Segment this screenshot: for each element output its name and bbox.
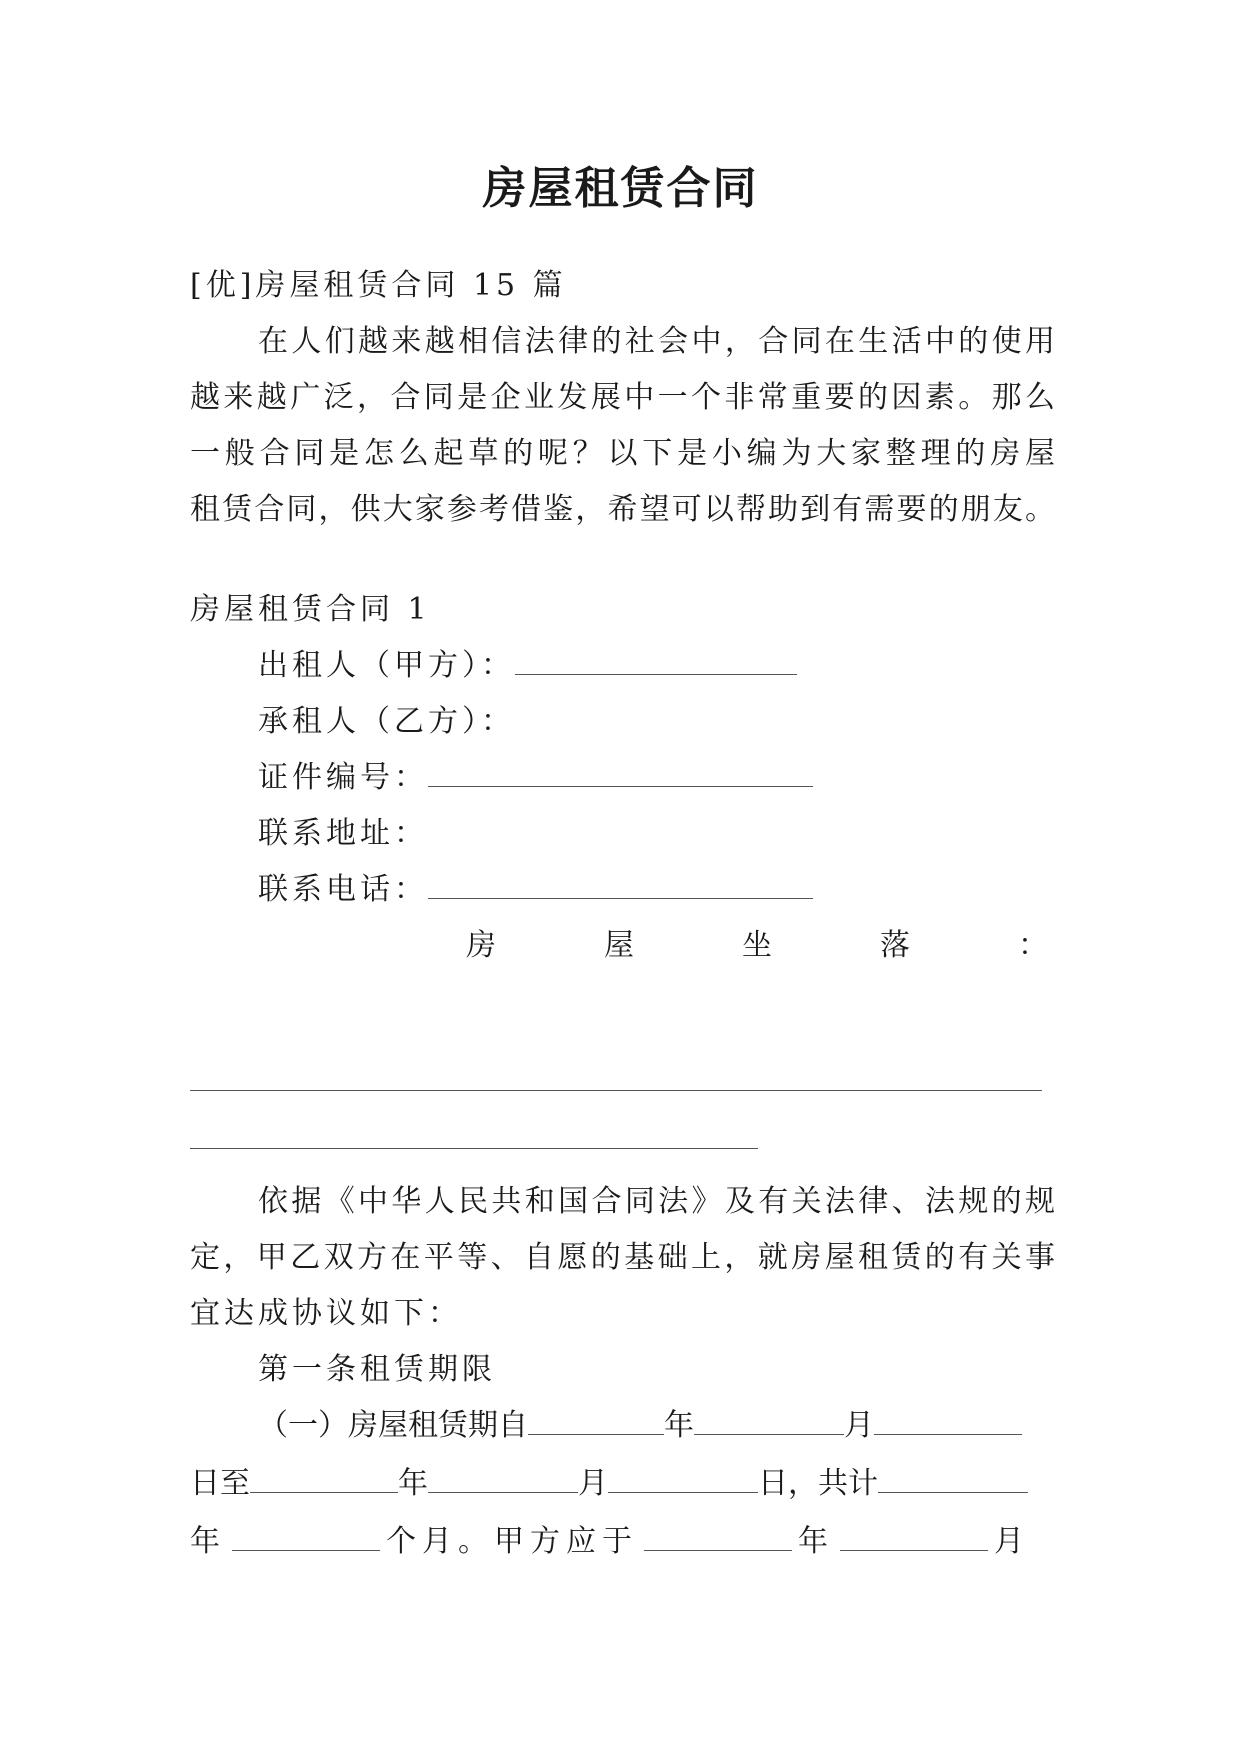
intro-line-3: 一般合同是怎么起草的呢？以下是小编为大家整理的房屋 bbox=[190, 436, 1055, 471]
delivery-month-blank bbox=[840, 1524, 988, 1551]
term-total-years-blank bbox=[878, 1466, 1028, 1493]
lessor-field bbox=[258, 648, 1055, 684]
basis-line-2: 定，甲乙双方在平等、自愿的基础上，就房屋租赁的有关事 bbox=[190, 1240, 1055, 1275]
location-char-2: 屋 bbox=[604, 928, 638, 963]
basis-line-3: 宜达成协议如下： bbox=[190, 1296, 462, 1331]
lessee-field bbox=[258, 704, 1055, 740]
term-day-to-label: 日至 bbox=[190, 1466, 250, 1501]
address-field bbox=[258, 816, 1055, 852]
term-prefix: （一）房屋租赁期自 bbox=[258, 1408, 528, 1443]
id-number-field bbox=[258, 760, 1055, 796]
location-char-1: 房 bbox=[466, 928, 500, 963]
location-char-4: 落 bbox=[880, 928, 914, 963]
subtitle: [优]房屋租赁合同 15 篇 bbox=[190, 268, 567, 303]
term-end-day-blank bbox=[608, 1466, 758, 1493]
term-line-2 bbox=[190, 1466, 1055, 1502]
location-blank-line-2 bbox=[190, 1148, 758, 1149]
lessor-label: 出租人（甲方）： bbox=[258, 648, 515, 683]
term-year-label: 年 bbox=[664, 1408, 694, 1443]
phone-field bbox=[258, 872, 1055, 908]
term-start-year-blank bbox=[528, 1408, 664, 1435]
term-total-label: 日，共计 bbox=[758, 1466, 878, 1501]
term-end-month-label: 月 bbox=[578, 1466, 608, 1501]
term-line-3 bbox=[190, 1524, 1055, 1560]
page-title: 房屋租赁合同 bbox=[482, 163, 759, 214]
phone-label: 联系电话： bbox=[258, 872, 428, 907]
term-end-year-blank bbox=[250, 1466, 398, 1493]
term-end-month-blank bbox=[428, 1466, 578, 1493]
id-number-label: 证件编号： bbox=[258, 760, 428, 795]
address-label: 联系地址： bbox=[258, 816, 428, 851]
delivery-year-label: 年 bbox=[798, 1524, 834, 1559]
phone-blank bbox=[428, 872, 813, 899]
term-line-1 bbox=[258, 1408, 1055, 1444]
term-years-label: 年 bbox=[190, 1524, 226, 1559]
lessee-label: 承租人（乙方）： bbox=[258, 704, 515, 739]
term-end-year-label: 年 bbox=[398, 1466, 428, 1501]
location-char-5: ： bbox=[1018, 928, 1052, 963]
delivery-year-blank bbox=[644, 1524, 792, 1551]
term-months-blank bbox=[232, 1524, 380, 1551]
basis-line-1: 依据《中华人民共和国合同法》及有关法律、法规的规 bbox=[258, 1184, 1055, 1219]
location-blank-line-1 bbox=[190, 1090, 1042, 1091]
term-month-label: 月 bbox=[844, 1408, 874, 1443]
term-start-month-blank bbox=[694, 1408, 844, 1435]
term-months-label: 个月。甲方应于 bbox=[386, 1524, 638, 1559]
lessor-blank bbox=[515, 648, 797, 675]
article-one-heading: 第一条租赁期限 bbox=[258, 1352, 496, 1387]
section-heading: 房屋租赁合同 1 bbox=[190, 592, 431, 627]
term-start-day-blank bbox=[874, 1408, 1022, 1435]
delivery-month-label: 月 bbox=[994, 1524, 1030, 1559]
id-number-blank bbox=[428, 760, 813, 787]
location-char-3: 坐 bbox=[742, 928, 776, 963]
intro-line-1: 在人们越来越相信法律的社会中，合同在生活中的使用 bbox=[258, 324, 1055, 359]
intro-line-4: 租赁合同，供大家参考借鉴，希望可以帮助到有需要的朋友。 bbox=[190, 492, 1055, 527]
intro-line-2: 越来越广泛，合同是企业发展中一个非常重要的因素。那么 bbox=[190, 380, 1055, 415]
